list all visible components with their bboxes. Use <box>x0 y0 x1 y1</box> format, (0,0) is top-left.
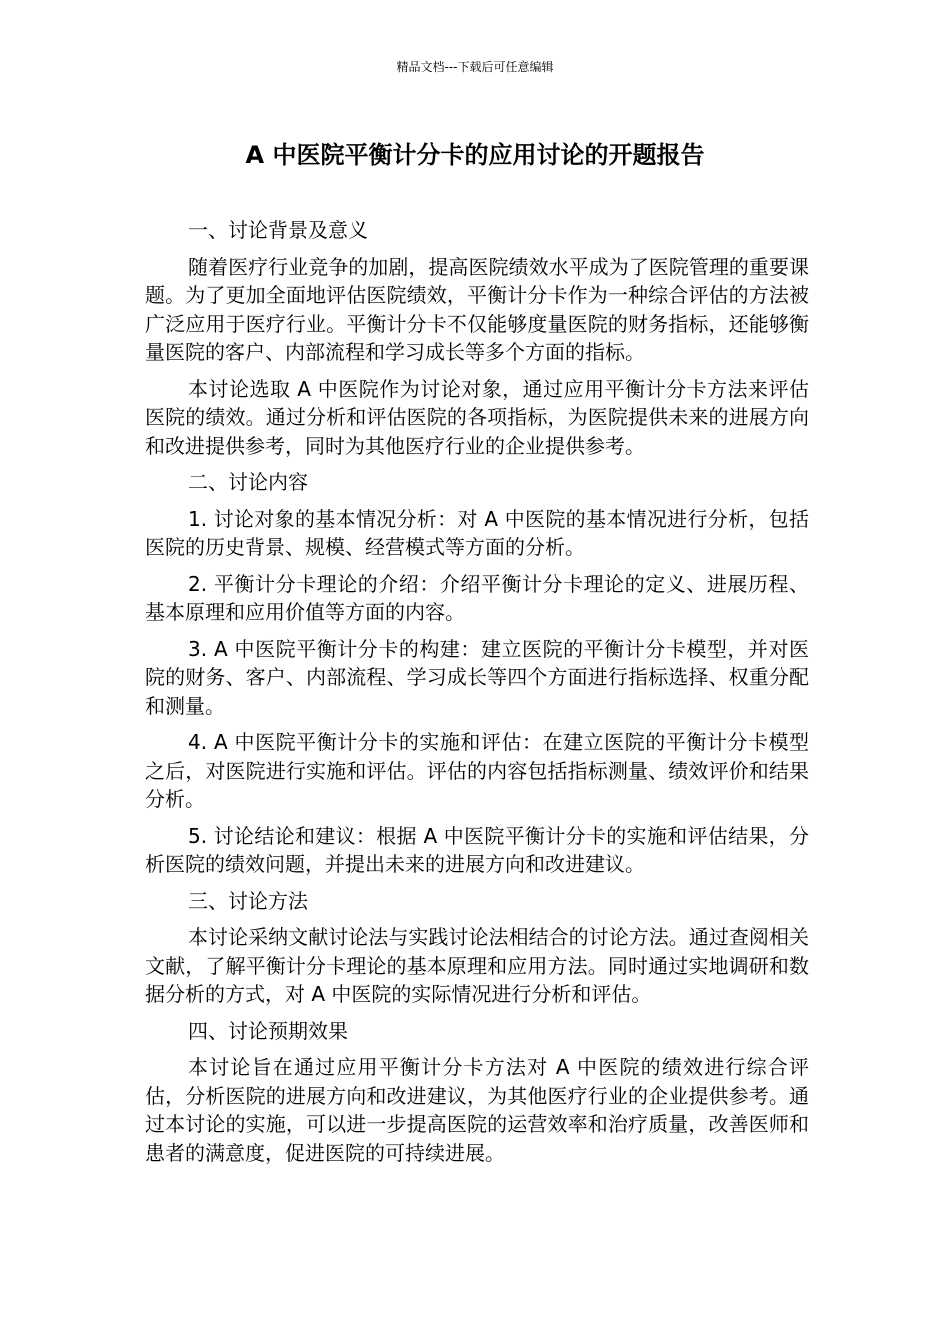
paragraph: 本讨论旨在通过应用平衡计分卡方法对 A 中医院的绩效进行综合评估，分析医院的进展方向和改进建议，为其他医疗行业的企业提供参考。通过本讨论的实施，可以进一步提高医院的运营效率和治疗质量，改善医师和患者的满意度，促进医院的可持续进展。 <box>145 1055 809 1165</box>
section-heading-expected-results: 四、讨论预期效果 <box>188 1018 348 1043</box>
paragraph: 随着医疗行业竞争的加剧，提高医院绩效水平成为了医院管理的重要课题。为了更加全面地评估医院绩效，平衡计分卡作为一种综合评估的方法被广泛应用于医疗行业。平衡计分卡不仅能够度量医院的财务指标，还能够衡量医院的客户、内部流程和学习成长等多个方面的指标。 <box>145 254 809 364</box>
list-item: 4. A 中医院平衡计分卡的实施和评估：在建立医院的平衡计分卡模型之后，对医院进行实施和评估。评估的内容包括指标测量、绩效评价和结果分析。 <box>145 730 809 811</box>
section-heading-background: 一、讨论背景及意义 <box>188 218 368 242</box>
document-body <box>145 216 809 1175</box>
list-item: 5. 讨论结论和建议：根据 A 中医院平衡计分卡的实施和评估结果，分析医院的绩效问题，并提出未来的进展方向和改进建议。 <box>145 823 809 876</box>
list-item: 3. A 中医院平衡计分卡的构建：建立医院的平衡计分卡模型，并对医院的财务、客户、内部流程、学习成长等四个方面进行指标选择、权重分配和测量。 <box>145 636 809 718</box>
paragraph: 本讨论选取 A 中医院作为讨论对象，通过应用平衡计分卡方法来评估医院的绩效。通过分析和评估医院的各项指标，为医院提供未来的进展方向和改进提供参考，同时为其他医疗行业的企业提供参考。 <box>145 376 809 458</box>
list-item: 1. 讨论对象的基本情况分析：对 A 中医院的基本情况进行分析，包括医院的历史背景、规模、经营模式等方面的分析。 <box>145 506 809 559</box>
section-heading-content: 二、讨论内容 <box>188 470 308 494</box>
paragraph: 本讨论采纳文献讨论法与实践讨论法相结合的讨论方法。通过查阅相关文献，了解平衡计分卡理论的基本原理和应用方法。同时通过实地调研和数据分析的方式，对 A 中医院的实际情况进行分析和评估。 <box>145 925 809 1006</box>
section-heading-method: 三、讨论方法 <box>188 888 308 913</box>
page-header: 精品文档---下载后可任意编辑 <box>396 60 554 74</box>
list-item: 2. 平衡计分卡理论的介绍：介绍平衡计分卡理论的定义、进展历程、基本原理和应用价值等方面的内容。 <box>145 571 809 624</box>
document-title: A 中医院平衡计分卡的应用讨论的开题报告 <box>245 141 705 169</box>
